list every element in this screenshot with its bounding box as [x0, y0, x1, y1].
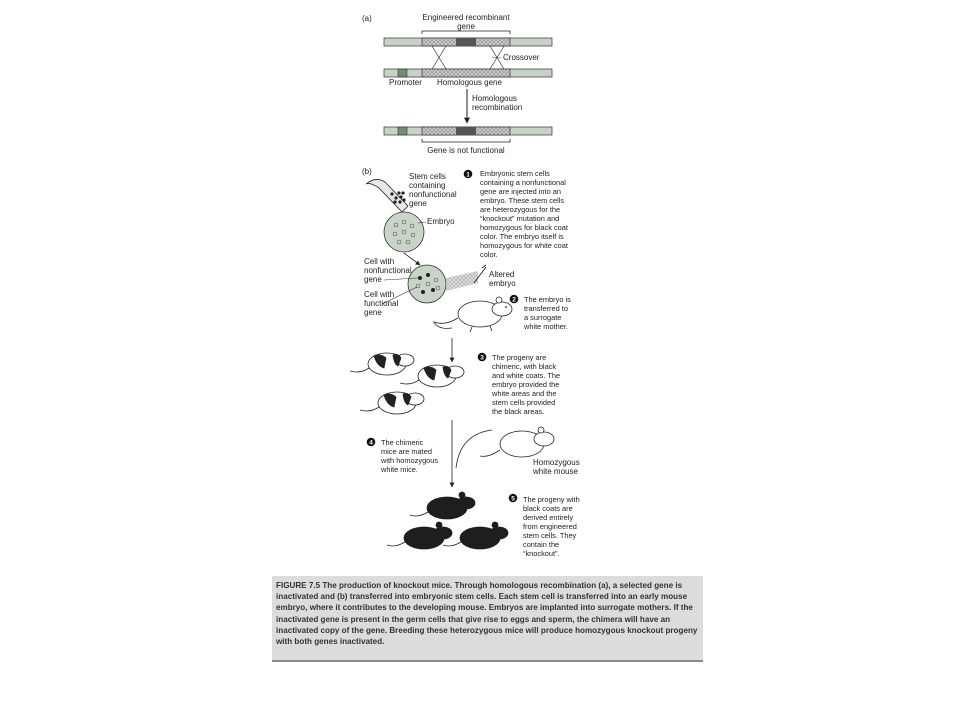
step-text-line: The chimeric: [381, 438, 424, 447]
step-text-line: color.: [480, 250, 498, 259]
panel-a-tag: (a): [362, 14, 372, 23]
result-strand: [384, 127, 552, 135]
caption-line: embryo, where it contributes to the developing mouse. Embryos are implanted into surrogate mothers. If the: [276, 603, 693, 613]
cell-functional-label-2: functional: [364, 299, 399, 308]
step-text-line: “knockout”.: [523, 549, 560, 558]
step-text-line: embryo. These stem cells: [480, 196, 565, 205]
white-mouse-join: [456, 430, 492, 468]
cell-nonfunctional-label-2: nonfunctional: [364, 266, 412, 275]
embryo-label: Embryo: [427, 217, 455, 226]
stem-cells-label-1: Stem cells: [409, 172, 446, 181]
caption-line: inactivated and (b) transferred into embryonic stem cells. Each stem cell is transferred into an early mouse: [276, 592, 688, 602]
step-text-line: homozygous for white coat: [480, 241, 568, 250]
step-text-line: derived entirely: [523, 513, 574, 522]
step-number: 3: [480, 354, 484, 362]
altered-embryo-graphic: [408, 265, 446, 303]
step-text-line: are heterozygous for the: [480, 205, 561, 214]
step-text-line: from engineered: [523, 522, 577, 531]
engineered-gene-label-2: gene: [457, 22, 475, 31]
promoter-block: [398, 69, 407, 77]
engineered-gene-label-1: Engineered recombinant: [422, 13, 510, 22]
embryo: [384, 212, 424, 252]
caption-line: with both genes inactivated.: [276, 637, 385, 647]
step-text-line: The embryo is: [524, 295, 571, 304]
step-text-line: color. The embryo itself is: [480, 232, 564, 241]
engineered-gene-bracket: [422, 31, 510, 34]
altered-embryo-label-2: embryo: [489, 279, 516, 288]
transfer-cone: [446, 271, 478, 291]
step-4: [367, 438, 439, 474]
engineered-strand: [384, 38, 552, 46]
step-text-line: homozygous for black coat: [480, 223, 568, 232]
cell-functional-label-1: Cell with: [364, 290, 395, 299]
result-bracket: [422, 139, 510, 142]
chimeric-mouse-1: [350, 353, 414, 375]
cell-nonfunctional-label-1: Cell with: [364, 257, 395, 266]
recombination-label-1: Homologous: [472, 94, 517, 103]
homozygous-mouse-label-1: Homozygous: [533, 458, 580, 467]
step-text-line: The progeny with: [523, 495, 580, 504]
knockout-mouse-3: [443, 522, 508, 549]
step-text-line: gene are injected into an: [480, 187, 561, 196]
stem-cells-label-4: gene: [409, 199, 427, 208]
step-text-line: “knockout” mutation and: [480, 214, 560, 223]
caption-line: inactivated copy of the gene. Breeding these heterozygous mice will produce homozygous knockout progeny: [276, 625, 698, 635]
homologous-gene-label: Homologous gene: [437, 78, 502, 87]
step-text-line: contain the: [523, 540, 560, 549]
knockout-mouse-2: [387, 522, 452, 549]
surrogate-mother-mouse: [434, 297, 512, 332]
step-number: 2: [512, 296, 516, 304]
step-text-line: black coats are: [523, 504, 573, 513]
step-text-line: a surrogate: [524, 313, 562, 322]
mouse-eye: [505, 306, 507, 308]
homozygous-mouse-label-2: white mouse: [533, 467, 578, 476]
step-number: 1: [466, 171, 470, 179]
inactivating-insert: [456, 38, 476, 46]
step-number: 5: [511, 495, 515, 503]
caption-line: FIGURE 7.5 The production of knockout mice. Through homologous recombination (a), a selected gene is: [276, 581, 683, 590]
step-2: [510, 295, 571, 331]
step-text-line: the black areas.: [492, 407, 545, 416]
cell-functional-label-3: gene: [364, 308, 382, 317]
recombination-label-2: recombination: [472, 103, 523, 112]
step-text-line: stem cells provided: [492, 398, 556, 407]
panel-b-tag: (b): [362, 167, 372, 176]
figure-caption-box: [272, 576, 703, 662]
step-text-line: white mice.: [381, 465, 418, 474]
step-text-line: stem cells. They: [523, 531, 577, 540]
embryo-to-blastocyst-arrow: [404, 253, 420, 265]
step-text-line: with homozygous: [381, 456, 439, 465]
step-1: [464, 169, 568, 259]
altered-embryo-label-1: Altered: [489, 270, 515, 279]
chimeric-mouse-2: [400, 365, 464, 387]
homozygous-white-mouse: [480, 427, 554, 457]
chromosome-strand: [384, 69, 552, 77]
chimeric-mouse-3: [360, 392, 424, 414]
result-label: Gene is not functional: [427, 146, 505, 155]
step-text-line: mice are mated: [381, 447, 432, 456]
step-text-line: The progeny are: [492, 353, 547, 362]
stem-cells-label-3: nonfunctional: [409, 190, 457, 199]
step-3: [478, 353, 560, 416]
step-text-line: containing a nonfunctional: [480, 178, 566, 187]
caption-line: inactivated gene is present in the germ cells that give rise to eggs and sperm, the chimera will have an: [276, 614, 671, 624]
step-number: 4: [369, 439, 373, 447]
step-text-line: white mother.: [524, 322, 568, 331]
step-text-line: embryo provided the: [492, 380, 560, 389]
promoter-label: Promoter: [389, 78, 422, 87]
step-text-line: white areas and the: [492, 389, 557, 398]
step-5: [509, 494, 580, 558]
stem-cells-label-2: containing: [409, 181, 446, 190]
cell-nonfunctional-label-3: gene: [364, 275, 382, 284]
crossover-label: Crossover: [503, 53, 540, 62]
step-text-line: and white coats. The: [492, 371, 561, 380]
knockout-mouse-1: [410, 492, 475, 519]
crossover-lines: [432, 46, 504, 69]
step-text-line: chimeric, with black: [492, 362, 557, 371]
step-text-line: transferred to: [524, 304, 568, 313]
step-text-line: Embryonic stem cells: [480, 169, 550, 178]
